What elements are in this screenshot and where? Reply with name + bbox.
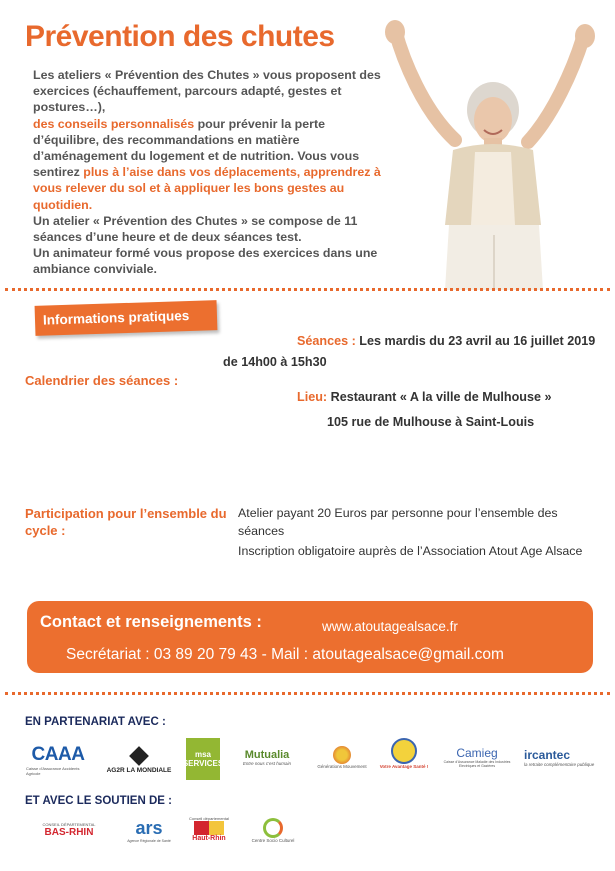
secretariat-line[interactable]: Secrétariat : 03 89 20 79 43 - Mail : atoutagealsace@gmail.com [66, 646, 504, 663]
csc-icon [263, 818, 283, 838]
logo-ars-text: ars [135, 817, 163, 838]
partners-title: EN PARTENARIAT AVEC : [25, 716, 166, 728]
logo-atout-age [375, 730, 433, 776]
logo-ag2r [103, 745, 175, 777]
lieu-address: 105 rue de Mulhouse à Saint-Louis [327, 415, 535, 429]
support-title: ET AVEC LE SOUTIEN DE : [25, 795, 172, 807]
intro-text-2: pour prévenir la perte d’équilibre, des recommandations en matière d’aménagement du logement et de nutrition. Vous vous sentirez [33, 116, 360, 180]
logo-generations-mouvement [313, 738, 371, 776]
logo-haut-rhin-top: Conseil départemental [188, 816, 230, 821]
divider-top [5, 288, 610, 291]
logo-bas-rhin-top: CONSEIL DÉPARTEMENTAL [42, 822, 96, 827]
divider-bottom [5, 692, 610, 695]
logo-ag2r-text: AG2R LA MONDIALE [106, 766, 172, 774]
senior-woman-photo [383, 20, 615, 290]
logo-csc-text: Centre Socio Culturel [251, 837, 295, 843]
participation-label: Participation pour l’ensemble du cycle : [25, 506, 227, 538]
logo-camieg [437, 740, 517, 774]
inscription-text: Inscription obligatoire auprès de l’Association Atout Age Alsace [238, 544, 583, 558]
info-banner: Informations pratiques [35, 300, 218, 336]
calendar-label: Calendrier des séances : [25, 373, 179, 388]
logo-mutualia-sub: Entre nous c'est humain [242, 760, 292, 766]
logo-ars [124, 814, 174, 846]
logo-msa: msa SERVICES [186, 738, 220, 780]
logo-gm-text: Générations Mouvement [317, 763, 367, 769]
seances-value: Les mardis du 23 avril au 16 juillet 2019 [355, 334, 596, 348]
intro-paragraph-1: Les ateliers « Prévention des Chutes » vous proposent des exercices (échauffement, parcours adapté, gestes et postures…), [33, 68, 381, 115]
ag2r-icon [129, 746, 149, 766]
logo-caaa-sub: Caisse d'Assurance Accidents Agricole [26, 766, 80, 776]
lieu-line [297, 389, 552, 406]
seances-hours: de 14h00 à 15h30 [223, 355, 327, 369]
logo-haut-rhin-text: Haut-Rhin [192, 835, 226, 842]
intro-paragraph-2 [33, 116, 385, 213]
logo-caaa-text: CAAA [31, 744, 85, 765]
logo-mutualia [237, 740, 297, 774]
logo-ars-sub: Agence Régionale de Santé [127, 838, 171, 843]
logo-mutualia-text: Mutualia [244, 748, 290, 761]
website-link[interactable]: www.atoutagealsace.fr [322, 619, 458, 634]
logo-atout-age-sub: Votre Avantage Santé ! [379, 763, 429, 769]
logo-ircantec-sub: la retraite complémentaire publique [524, 761, 595, 767]
logo-bas-rhin-text: BAS-RHIN [44, 827, 94, 838]
logo-ircantec [524, 742, 606, 772]
page-title: Prévention des chutes [25, 20, 335, 53]
price-text: Atelier payant 20 Euros par personne pour l’ensemble des séances [238, 506, 558, 538]
lieu-label: Lieu: [297, 390, 328, 404]
lieu-value: Restaurant « A la ville de Mulhouse » [327, 390, 552, 404]
intro-highlight-1: des conseils personnalisés [33, 116, 195, 131]
intro-paragraph-4: Un animateur formé vous propose des exercices dans une ambiance conviviale. [33, 246, 378, 277]
logo-camieg-text: Camieg [456, 746, 498, 760]
intro-text [33, 67, 385, 278]
haut-rhin-icon [194, 821, 224, 835]
gm-icon [333, 746, 351, 764]
seances-line [297, 333, 595, 350]
logo-caaa [26, 742, 90, 778]
logo-bas-rhin [31, 814, 107, 846]
intro-highlight-2: plus à l’aise dans vos déplacements, apprendrez à vous relever du sol et à appliquer les bons gestes au quotidien. [33, 165, 381, 212]
contact-box [27, 601, 593, 673]
logo-haut-rhin [187, 810, 231, 848]
logo-camieg-sub: Caisse d'Assurance Maladie des Industries Electriques et Gazières [443, 760, 511, 768]
seances-label: Séances : [297, 334, 356, 348]
logo-centre-socio-culturel [250, 812, 296, 848]
contact-title: Contact et renseignements : [40, 613, 262, 631]
intro-paragraph-3: Un atelier « Prévention des Chutes » se compose de 11 séances d’une heure et de deux séances test. [33, 213, 358, 245]
logo-ircantec-text: ircantec [524, 747, 571, 762]
atout-age-icon [391, 738, 417, 764]
